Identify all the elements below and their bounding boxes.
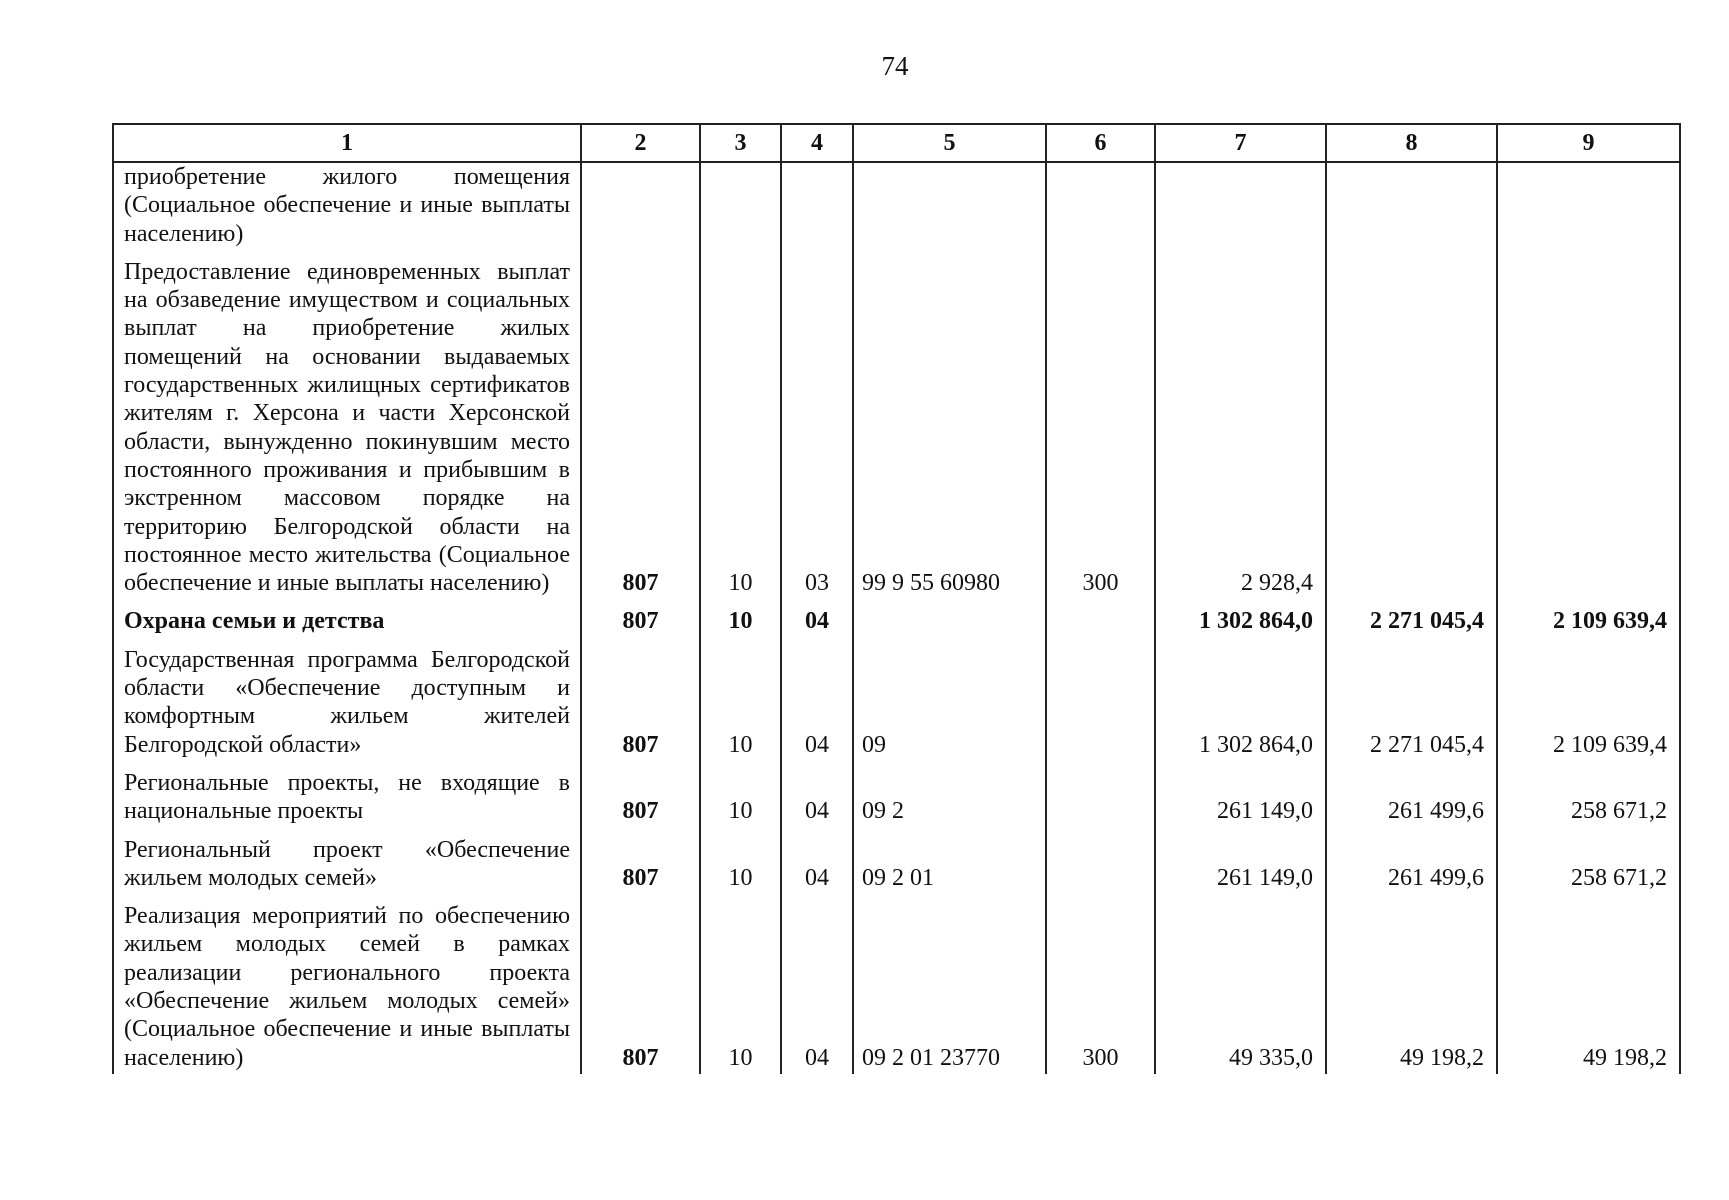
page-number: 74 (881, 51, 909, 81)
cell-c3: 10 (700, 250, 781, 600)
cell-c2: 807 (581, 599, 700, 637)
cell-c2: 807 (581, 761, 700, 828)
cell-c7: 2 928,4 (1155, 250, 1326, 600)
row-name: Предоставление единовременных выплат на обзаведение имуществом и социальных выплат на приобретение жилых помещений на основании выдаваемых государственных жилищных сертификатов жителям г. Херсона и части Херсонской области, вынужденно покинувшим место постоянного проживания и прибывшим в экстренном массовом порядке на территорию Белгородской области на постоянное место жительства (Социальное обеспечение и иные выплаты населению) (113, 250, 581, 600)
cell-c2: 807 (581, 250, 700, 600)
cell-c8: 2 271 045,4 (1326, 638, 1497, 761)
table-row (113, 638, 1680, 761)
cell-c3: 10 (700, 761, 781, 828)
cell-c6 (1046, 761, 1155, 828)
table-row (113, 761, 1680, 828)
cell-c4 (781, 162, 853, 250)
cell-c8: 261 499,6 (1326, 761, 1497, 828)
cell-c7: 1 302 864,0 (1155, 638, 1326, 761)
cell-c3: 10 (700, 894, 781, 1074)
cell-c2: 807 (581, 828, 700, 895)
row-name: приобретение жилого помещения (Социальное обеспечение и иные выплаты населению) (113, 162, 581, 250)
cell-c4: 04 (781, 894, 853, 1074)
table-header-row (113, 124, 1680, 162)
column-header-3: 3 (700, 124, 781, 162)
cell-c7: 261 149,0 (1155, 761, 1326, 828)
cell-c4: 04 (781, 599, 853, 637)
cell-c4: 04 (781, 638, 853, 761)
cell-c4: 03 (781, 250, 853, 600)
cell-c3: 10 (700, 599, 781, 637)
cell-c6: 300 (1046, 250, 1155, 600)
cell-c5: 99 9 55 60980 (853, 250, 1046, 600)
cell-c4: 04 (781, 828, 853, 895)
table-row (113, 894, 1680, 1074)
cell-c3: 10 (700, 828, 781, 895)
cell-c9: 2 109 639,4 (1497, 599, 1680, 637)
cell-c5 (853, 599, 1046, 637)
cell-c8: 2 271 045,4 (1326, 599, 1497, 637)
column-header-8: 8 (1326, 124, 1497, 162)
cell-c8: 49 198,2 (1326, 894, 1497, 1074)
cell-c2 (581, 162, 700, 250)
column-header-5: 5 (853, 124, 1046, 162)
cell-c6 (1046, 638, 1155, 761)
cell-c9: 2 109 639,4 (1497, 638, 1680, 761)
cell-c2: 807 (581, 894, 700, 1074)
cell-c7: 1 302 864,0 (1155, 599, 1326, 637)
table-row (113, 828, 1680, 895)
row-name: Региональный проект «Обеспечение жильем молодых семей» (113, 828, 581, 895)
column-header-6: 6 (1046, 124, 1155, 162)
cell-c9: 258 671,2 (1497, 761, 1680, 828)
column-header-9: 9 (1497, 124, 1680, 162)
cell-c5: 09 2 (853, 761, 1046, 828)
row-name: Государственная программа Белгородской области «Обеспечение доступным и комфортным жильем жителей Белгородской области» (113, 638, 581, 761)
cell-c9: 49 198,2 (1497, 894, 1680, 1074)
cell-c8 (1326, 250, 1497, 600)
cell-c7: 49 335,0 (1155, 894, 1326, 1074)
column-header-2: 2 (581, 124, 700, 162)
column-header-4: 4 (781, 124, 853, 162)
cell-c2: 807 (581, 638, 700, 761)
cell-c3 (700, 162, 781, 250)
table-row (113, 250, 1680, 600)
cell-c5: 09 2 01 23770 (853, 894, 1046, 1074)
row-name: Реализация мероприятий по обеспечению жильем молодых семей в рамках реализации регионального проекта «Обеспечение жильем молодых семей» (Социальное обеспечение и иные выплаты населению) (113, 894, 581, 1074)
cell-c9 (1497, 250, 1680, 600)
cell-c8: 261 499,6 (1326, 828, 1497, 895)
table-row (113, 162, 1680, 250)
cell-c7 (1155, 162, 1326, 250)
cell-c7: 261 149,0 (1155, 828, 1326, 895)
cell-c9 (1497, 162, 1680, 250)
cell-c8 (1326, 162, 1497, 250)
table-row-section-total (113, 599, 1680, 637)
cell-c6: 300 (1046, 894, 1155, 1074)
cell-c6 (1046, 162, 1155, 250)
cell-c5: 09 (853, 638, 1046, 761)
column-header-7: 7 (1155, 124, 1326, 162)
column-header-1: 1 (113, 124, 581, 162)
cell-c6 (1046, 599, 1155, 637)
row-name: Региональные проекты, не входящие в национальные проекты (113, 761, 581, 828)
cell-c6 (1046, 828, 1155, 895)
budget-table (112, 123, 1681, 1074)
row-name: Охрана семьи и детства (113, 599, 581, 637)
cell-c5: 09 2 01 (853, 828, 1046, 895)
cell-c3: 10 (700, 638, 781, 761)
cell-c5 (853, 162, 1046, 250)
cell-c4: 04 (781, 761, 853, 828)
cell-c9: 258 671,2 (1497, 828, 1680, 895)
